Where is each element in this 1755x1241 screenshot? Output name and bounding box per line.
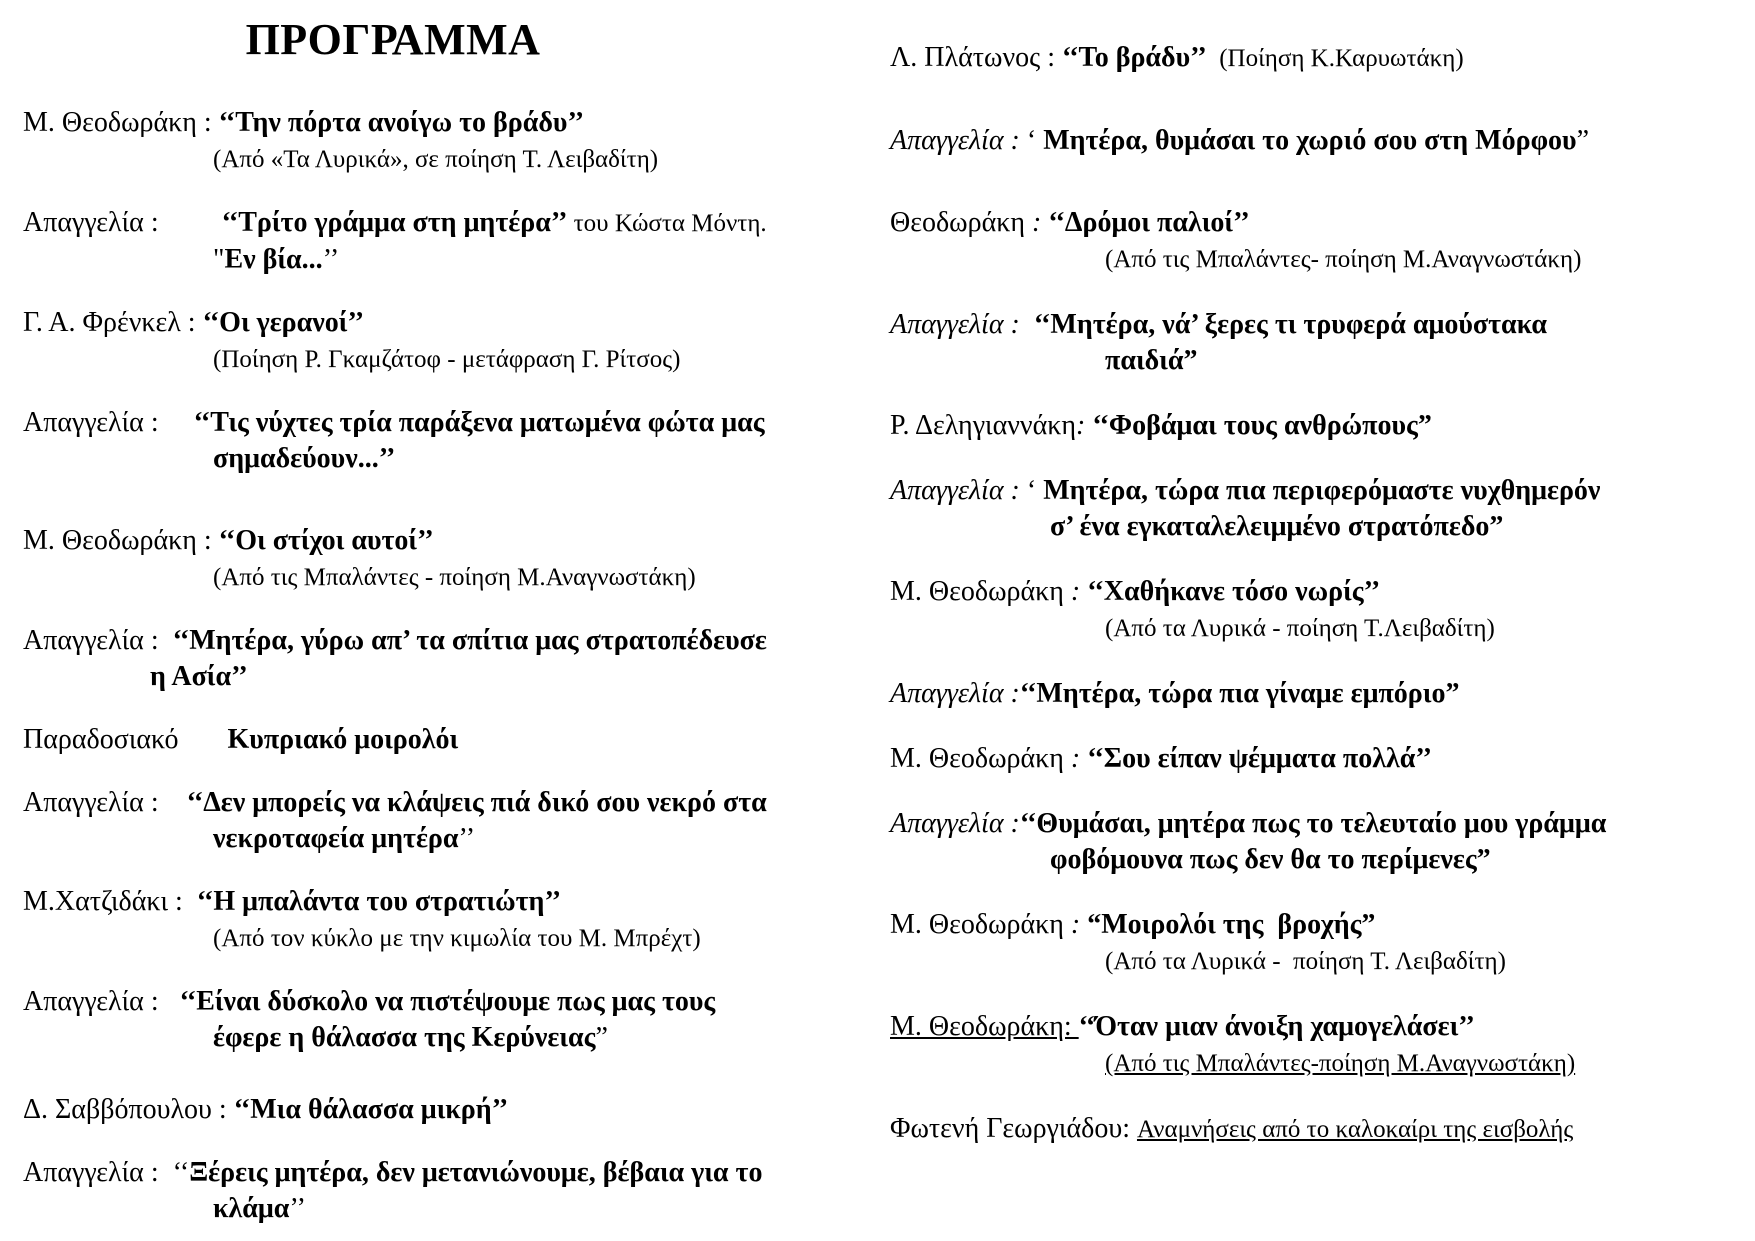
work-title: ‘‘Την πόρτα ανοίγω το βράδυ’’ [218, 106, 585, 138]
work-title: κλάμα [213, 1192, 290, 1224]
entry-line [890, 307, 1735, 343]
entry-label: Ρ. Δεληγιαννάκη [890, 410, 1077, 441]
left-column [0, 0, 848, 1241]
work-title: Κυπριακό μοιρολόι [227, 723, 459, 755]
entry-label: Απαγγελία : [23, 1156, 173, 1188]
entry-line [890, 473, 1735, 509]
entry-line [890, 408, 1735, 444]
work-title: ‘‘Μητέρα, γύρω απ’ τα σπίτια μας στρατοπέδευσε [172, 624, 767, 656]
entry-note: (Από τον κύκλο με την κιμωλία του Μ. Μπρέχτ) [213, 924, 701, 952]
program-entry [890, 574, 1735, 647]
program-entry [890, 307, 1735, 379]
entry-line [23, 920, 848, 957]
entry-label: ’’ [322, 243, 340, 275]
entry-label: Απαγγελία : [890, 125, 1020, 156]
entry-note: (Από τις Μπαλάντες- ποίηση Μ.Αναγνωστάκη) [1105, 246, 1582, 273]
entry-note: του Κώστα Μόντη. [567, 209, 767, 237]
program-entry [890, 123, 1735, 159]
entry-label: Λ. Πλάτωνος : [890, 42, 1062, 73]
program-entry [890, 907, 1735, 980]
entry-label: Μ. Θεοδωράκη : [23, 106, 219, 138]
entry-line [890, 343, 1735, 379]
work-title: ‘‘Μητέρα, τώρα πια γίναμε εμπόριο [1019, 678, 1446, 709]
work-title: ” [1183, 345, 1198, 376]
entry-line [23, 1191, 848, 1227]
work-title: σημαδεύουν...’’ [213, 442, 396, 474]
entry-line [23, 984, 848, 1020]
entry-line [890, 676, 1735, 712]
entry-line [23, 785, 848, 821]
program-entry [890, 676, 1735, 712]
work-title: Ξέρεις μητέρα, δεν μετανιώνουμε, βέβαια για το [189, 1156, 763, 1188]
entry-label: ” [1576, 125, 1590, 156]
work-title: ” [1445, 678, 1460, 709]
entry-label: ’’ [458, 822, 476, 854]
entry-label: Μ. Θεοδωράκη: [890, 1011, 1079, 1042]
work-title: Εν βία... [224, 243, 323, 275]
work-title: παιδιά [1105, 345, 1184, 376]
entry-label: : [1070, 909, 1088, 940]
page-title: ΠΡΟΓΡΑΜΜΑ [245, 15, 541, 64]
entry-line [890, 842, 1735, 878]
program-entry [23, 722, 848, 758]
entry-line [23, 305, 848, 341]
work-title: ‘‘Δεν μπορείς να κλάψεις πιά δικό σου νεκρό στα [186, 786, 767, 818]
program-entry [23, 405, 848, 477]
entry-label: Απαγγελία : [890, 808, 1020, 839]
work-title: ‘‘Είναι δύσκολο να πιστέψουμε πως μας τους [179, 985, 716, 1017]
work-title: Μητέρα, τώρα πια περιφερόμαστε νυχθημερόν [1043, 475, 1601, 506]
entry-line [23, 1020, 848, 1056]
entry-line [23, 523, 848, 559]
right-entries [890, 40, 1735, 1148]
entry-label: Φωτενή Γεωργιάδου: [890, 1113, 1137, 1144]
work-title: σ’ ένα εγκαταλελειμμένο στρατόπεδο [1050, 511, 1490, 542]
entry-label: Απαγγελία : [23, 624, 173, 656]
entry-line [23, 105, 848, 141]
entry-note: Αναμνήσεις από το καλοκαίρι της εισβολής [1136, 1116, 1574, 1143]
entry-note: (Ποίηση Κ.Καρυωτάκη) [1206, 45, 1464, 72]
entry-line [23, 884, 848, 920]
entry-label: Απαγγελία : [890, 678, 1020, 709]
work-title: ” [1489, 511, 1504, 542]
entry-label: Μ. Θεοδωράκη [890, 743, 1071, 774]
work-title: ‘‘Θυμάσαι, μητέρα πως το τελευταίο μου γράμμα [1019, 808, 1607, 839]
entry-note: (Από τα Λυρικά - ποίηση Τ. Λειβαδίτη) [1105, 948, 1506, 975]
entry-note: (Από τις Μπαλάντες-ποίηση Μ.Αναγνωστάκη) [1105, 1050, 1576, 1077]
work-title: ‘‘Σου είπαν ψέμματα πολλά’’ [1087, 743, 1432, 774]
work-title: ” [1476, 844, 1491, 875]
entry-label: Παραδοσιακό [23, 723, 228, 755]
entry-label: Μ. Θεοδωράκη [890, 576, 1071, 607]
entry-line [890, 1045, 1735, 1082]
entry-label: Απαγγελία : [23, 206, 222, 238]
program-entry [23, 305, 848, 378]
entry-line [23, 242, 848, 278]
work-title: η Ασία’’ [150, 660, 248, 692]
work-title: Μητέρα, θυμάσαι το χωριό σου στη Μόρφου [1043, 125, 1577, 156]
entry-line [890, 40, 1735, 77]
program-entry [23, 205, 848, 278]
entry-label: Απαγγελία : [890, 475, 1020, 506]
entry-line [890, 1009, 1735, 1045]
program-entry [23, 884, 848, 957]
entry-label: Μ. Θεοδωράκη : [23, 524, 219, 556]
entry-label: ” [595, 1021, 608, 1053]
entry-label: : [1070, 743, 1088, 774]
work-title: ‘‘Μητέρα, νά’ ξερες τι τρυφερά αμούστακα [1033, 309, 1548, 340]
entry-note: (Από τα Λυρικά - ποίηση Τ.Λειβαδίτη) [1105, 615, 1495, 642]
entry-line [890, 806, 1735, 842]
entry-line [23, 1155, 848, 1191]
program-entry [23, 785, 848, 857]
program-entry [23, 105, 848, 178]
work-title: ‘‘Μια θάλασσα μικρή’’ [233, 1093, 509, 1125]
entry-label: ‘‘ [172, 1156, 190, 1188]
entry-line [23, 722, 848, 758]
program-entry [890, 205, 1735, 278]
program-entry [23, 623, 848, 695]
entry-label: : [1070, 576, 1088, 607]
work-title: έφερε η θάλασσα της Κερύνειας [213, 1021, 596, 1053]
entry-note: (Από «Τα Λυρικά», σε ποίηση Τ. Λειβαδίτη) [213, 145, 659, 173]
program-entry [890, 1111, 1735, 1148]
program-entry [890, 741, 1735, 777]
entry-line [23, 559, 848, 596]
left-entries [23, 105, 848, 1227]
work-title: ‘‘Όταν μιαν άνοιξη χαμογελάσει’’ [1078, 1011, 1475, 1042]
work-title: ‘‘Οι στίχοι αυτοί’’ [218, 524, 434, 556]
work-title: ‘‘Οι γερανοί’’ [202, 306, 365, 338]
entry-label: Μ. Θεοδωράκη [890, 909, 1071, 940]
program-entry [23, 1155, 848, 1227]
program-entry [890, 473, 1735, 545]
entry-note: (Ποίηση Ρ. Γκαμζάτοφ - μετάφραση Γ. Ρίτσος) [213, 345, 681, 373]
entry-line [23, 1092, 848, 1128]
entry-line [890, 509, 1735, 545]
entry-line [890, 123, 1735, 159]
entry-label: Θεοδωράκη [890, 207, 1032, 238]
entry-label: Μ.Χατζιδάκι : [23, 885, 197, 917]
work-title: ‘‘Φοβάμαι τους ανθρώπους” [1092, 410, 1432, 441]
entry-label: Απαγγελία : [23, 985, 180, 1017]
entry-label: ’’ [289, 1192, 307, 1224]
entry-line [23, 659, 848, 695]
program-entry [23, 523, 848, 596]
entry-label [1027, 309, 1034, 340]
entry-line [890, 205, 1735, 241]
program-entry [890, 408, 1735, 444]
entry-label: Απαγγελία : [890, 309, 1027, 340]
entry-label: Δ. Σαββόπουλου : [23, 1093, 234, 1125]
program-entry [23, 984, 848, 1056]
entry-label: Απαγγελία : [23, 786, 187, 818]
work-title: φοβόμουνα πως δεν θα το περίμενες [1050, 844, 1477, 875]
work-title: ‘‘Τις νύχτες τρία παράξενα ματωμένα φώτα μας [193, 406, 765, 438]
work-title: νεκροταφεία μητέρα [213, 822, 459, 854]
entry-line [23, 405, 848, 441]
work-title: ‘‘Δρόμοι παλιοί’’ [1048, 207, 1250, 238]
entry-line [890, 610, 1735, 647]
entry-label: Απαγγελία : [23, 406, 194, 438]
entry-note: (Από τις Μπαλάντες - ποίηση Μ.Αναγνωστάκη) [213, 563, 696, 591]
entry-line [23, 341, 848, 378]
entry-line [890, 741, 1735, 777]
entry-line [23, 205, 848, 242]
work-title: ‘‘Η μπαλάντα του στρατιώτη’’ [196, 885, 562, 917]
entry-label: : [1032, 207, 1049, 238]
entry-label: Γ. Α. Φρένκελ : [23, 306, 203, 338]
entry-line [890, 907, 1735, 943]
entry-line [23, 623, 848, 659]
entry-line [23, 441, 848, 477]
entry-line [890, 943, 1735, 980]
right-column [848, 0, 1755, 1241]
entry-label: " [213, 243, 225, 275]
entry-label: ‘ [1019, 125, 1044, 156]
entry-label: : [1076, 410, 1093, 441]
program-entry [890, 806, 1735, 878]
program-entry [890, 1009, 1735, 1082]
entry-line [890, 574, 1735, 610]
entry-line [23, 141, 848, 178]
entry-line [890, 241, 1735, 278]
entry-label: ‘ [1019, 475, 1044, 506]
program-entry [23, 1092, 848, 1128]
entry-line [890, 1111, 1735, 1148]
work-title: “Μοιρολόι της βροχής” [1087, 909, 1376, 940]
work-title: ‘‘Το βράδυ’’ [1061, 42, 1207, 73]
program-entry [890, 40, 1735, 77]
entry-line [23, 821, 848, 857]
work-title: ‘‘Χαθήκανε τόσο νωρίς’’ [1087, 576, 1381, 607]
work-title: ‘‘Τρίτο γράμμα στη μητέρα’’ [221, 206, 568, 238]
